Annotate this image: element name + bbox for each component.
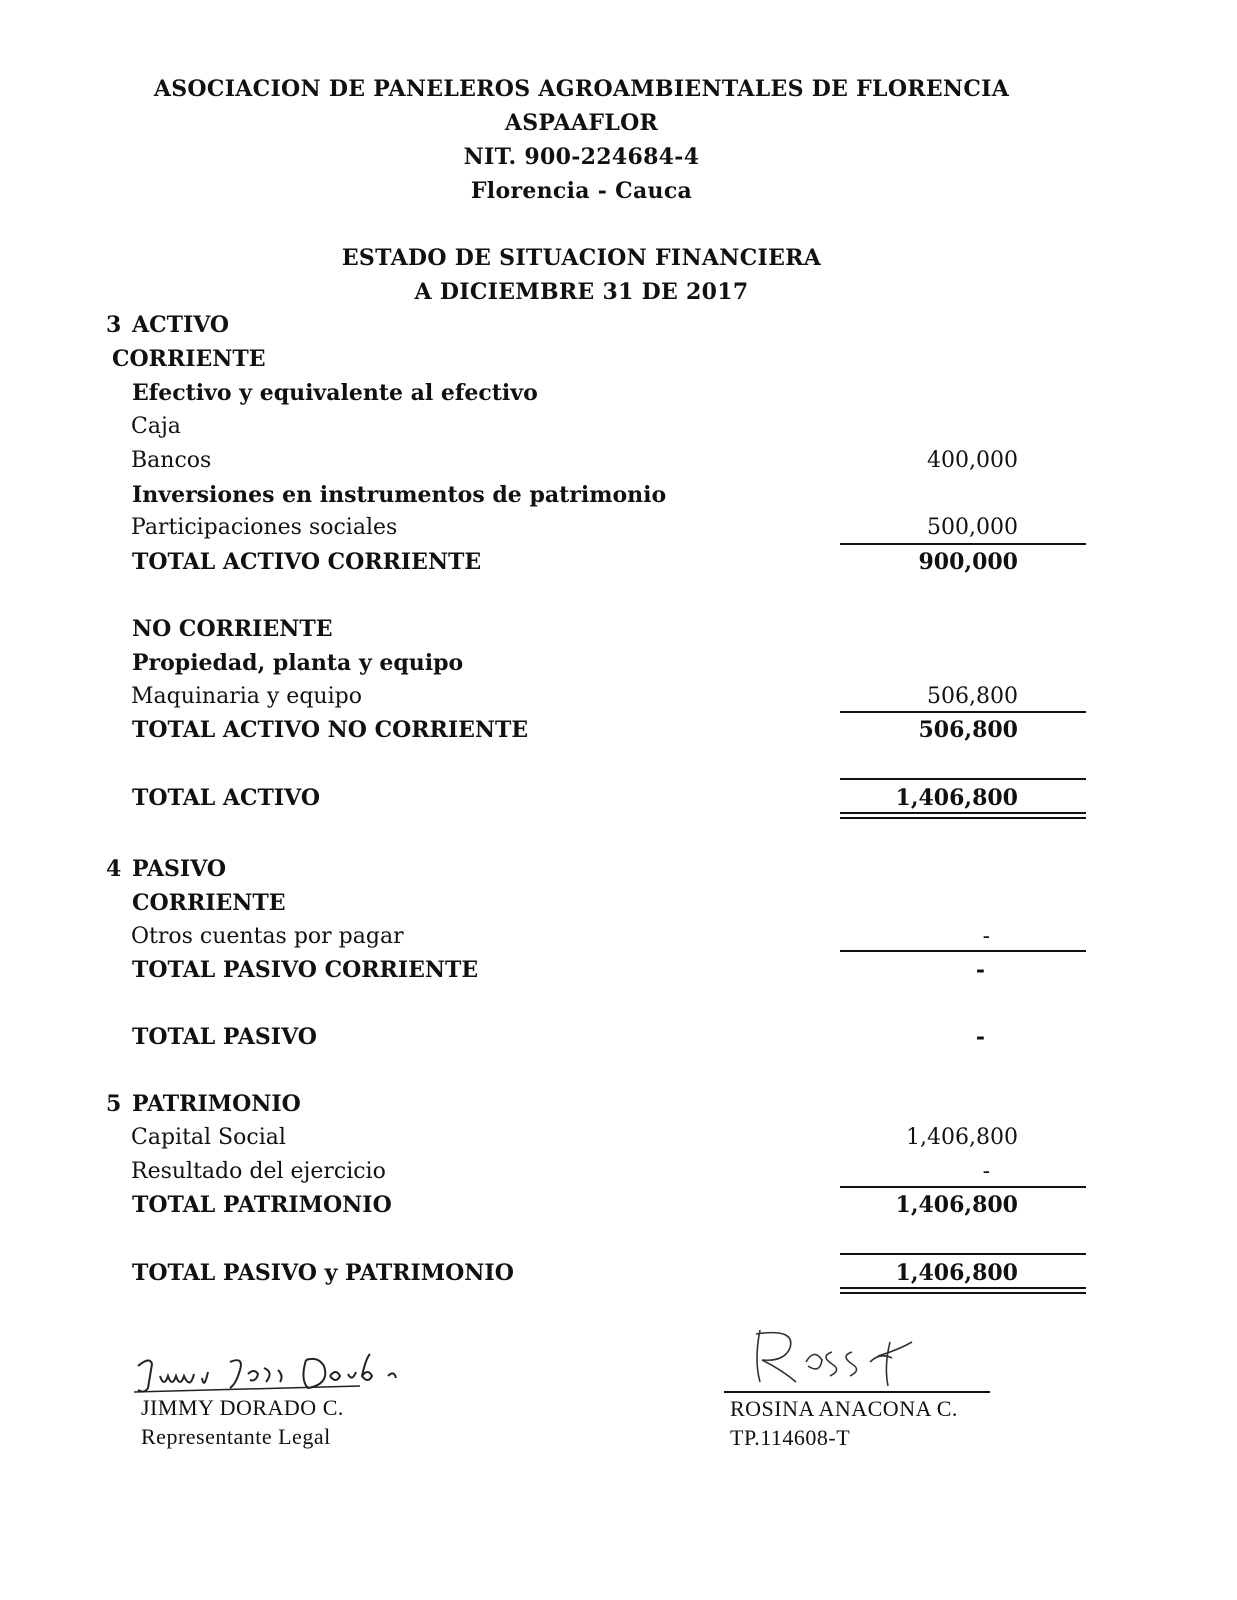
participaciones-value: 500,000 bbox=[927, 515, 1018, 540]
maquinaria-label: Maquinaria y equipo bbox=[131, 684, 362, 709]
section-number: 3 bbox=[106, 312, 122, 338]
organization-nit: NIT. 900-224684-4 bbox=[463, 144, 700, 170]
subtotal-rule bbox=[840, 950, 1086, 952]
section-number: 5 bbox=[106, 1091, 122, 1117]
capital-social-value: 1,406,800 bbox=[906, 1125, 1018, 1150]
total-patrimonio-label: TOTAL PATRIMONIO bbox=[132, 1192, 392, 1218]
total-activo-no-corriente-label: TOTAL ACTIVO NO CORRIENTE bbox=[132, 717, 529, 743]
total-activo-no-corriente-value: 506,800 bbox=[918, 717, 1018, 743]
total-pasivo-patrimonio-value: 1,406,800 bbox=[895, 1260, 1018, 1286]
subtotal-rule bbox=[840, 1186, 1086, 1188]
total-activo-corriente-value: 900,000 bbox=[918, 549, 1018, 575]
subtotal-rule bbox=[840, 543, 1086, 545]
double-underline bbox=[840, 812, 1086, 819]
section-title: PASIVO bbox=[132, 856, 227, 882]
right-signatory-name: ROSINA ANACONA C. bbox=[730, 1396, 958, 1421]
organization-name: ASOCIACION DE PANELEROS AGROAMBIENTALES DE FLORENCIA bbox=[153, 76, 1010, 102]
double-underline bbox=[840, 1287, 1086, 1294]
total-rule bbox=[840, 1253, 1086, 1255]
no-corriente-heading: NO CORRIENTE bbox=[132, 616, 333, 642]
right-signatory-role: TP.114608-T bbox=[730, 1425, 851, 1450]
total-activo-label: TOTAL ACTIVO bbox=[132, 785, 320, 811]
inversiones-heading: Inversiones en instrumentos de patrimonio bbox=[132, 482, 667, 508]
total-pasivo-corriente-label: TOTAL PASIVO CORRIENTE bbox=[132, 957, 479, 983]
statement-title: ESTADO DE SITUACION FINANCIERA bbox=[341, 245, 822, 271]
ppe-heading: Propiedad, planta y equipo bbox=[132, 650, 464, 676]
subtotal-rule bbox=[840, 711, 1086, 713]
organization-location: Florencia - Cauca bbox=[470, 178, 693, 204]
total-patrimonio-value: 1,406,800 bbox=[895, 1192, 1018, 1218]
statement-date: A DICIEMBRE 31 DE 2017 bbox=[414, 279, 749, 305]
participaciones-label: Participaciones sociales bbox=[131, 515, 398, 540]
caja-label: Caja bbox=[131, 414, 181, 439]
left-signature-scribble bbox=[130, 1348, 420, 1398]
total-pasivo-label: TOTAL PASIVO bbox=[132, 1024, 317, 1050]
total-activo-corriente-label: TOTAL ACTIVO CORRIENTE bbox=[132, 549, 482, 575]
right-signature-scribble bbox=[740, 1322, 940, 1392]
bancos-label: Bancos bbox=[131, 448, 212, 473]
bancos-value: 400,000 bbox=[927, 448, 1018, 473]
total-pasivo-value: - bbox=[975, 1024, 985, 1050]
total-pasivo-patrimonio-label: TOTAL PASIVO y PATRIMONIO bbox=[132, 1260, 514, 1286]
organization-acronym: ASPAAFLOR bbox=[504, 110, 659, 136]
capital-social-label: Capital Social bbox=[131, 1125, 286, 1150]
left-signatory-name: JIMMY DORADO C. bbox=[141, 1395, 344, 1420]
activo-corriente-heading: CORRIENTE bbox=[112, 346, 266, 372]
otros-cuentas-value: - bbox=[982, 924, 990, 949]
efectivo-heading: Efectivo y equivalente al efectivo bbox=[132, 380, 538, 406]
total-rule bbox=[840, 778, 1086, 780]
left-signatory-role: Representante Legal bbox=[141, 1424, 331, 1449]
maquinaria-value: 506,800 bbox=[927, 684, 1018, 709]
total-activo-value: 1,406,800 bbox=[895, 785, 1018, 811]
right-signature-line bbox=[724, 1391, 990, 1393]
section-title: ACTIVO bbox=[132, 312, 230, 338]
otros-cuentas-label: Otros cuentas por pagar bbox=[131, 924, 404, 949]
resultado-ejercicio-label: Resultado del ejercicio bbox=[131, 1159, 386, 1184]
total-pasivo-corriente-value: - bbox=[975, 957, 985, 983]
pasivo-corriente-heading: CORRIENTE bbox=[132, 890, 286, 916]
section-number: 4 bbox=[106, 856, 122, 882]
resultado-ejercicio-value: - bbox=[982, 1159, 990, 1184]
section-title: PATRIMONIO bbox=[132, 1091, 301, 1117]
